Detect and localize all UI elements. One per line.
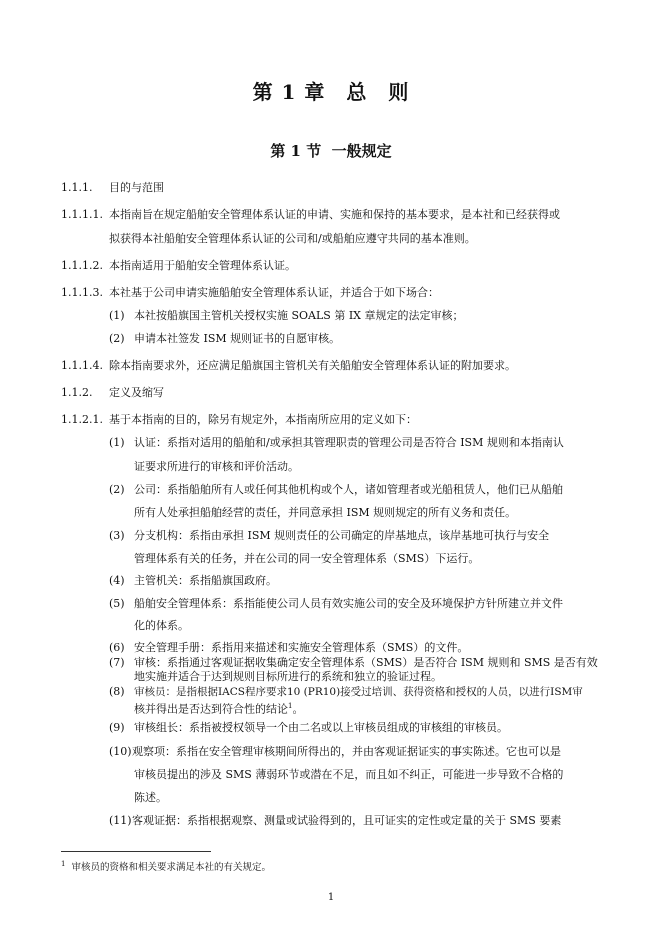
- clause-number: 1.1.2.1.: [61, 413, 103, 426]
- clause-number: 1.1.1.3.: [61, 286, 103, 299]
- definition-text: 分支机构：系指由承担 ISM 规则责任的公司确定的岸基地点，该岸基地可执行与安全: [134, 529, 550, 542]
- definition-tail: 。: [292, 702, 304, 716]
- page-number: 1: [327, 892, 335, 903]
- definition-text: 公司：系指船舶所有人或任何其他机构或个人，诸如管理者或光船租赁人，他们已从船舶: [134, 483, 563, 496]
- clause-text: 本指南旨在规定船舶安全管理体系认证的申请、实施和保持的基本要求，是本社和已经获得或: [109, 208, 560, 221]
- clause-text: 基于本指南的目的，除另有规定外，本指南所应用的定义如下：: [109, 413, 417, 426]
- definition-text: 地实施并适合于达到规则目标所进行的系统和独立的验证过程。: [134, 670, 442, 683]
- definition-text: 核并得出是否达到符合性的结论: [134, 702, 288, 716]
- list-text: 申请本社签发 ISM 规则证书的自愿审核。: [134, 332, 341, 345]
- list-label: (1): [109, 436, 125, 449]
- clause-text: 本指南适用于船舶安全管理体系认证。: [109, 259, 296, 272]
- list-label: (6): [109, 641, 125, 654]
- list-label: (7): [109, 656, 125, 669]
- definition-text: 化的体系。: [134, 619, 189, 632]
- clause-number: 1.1.1.4.: [61, 359, 103, 372]
- clause-number: 1.1.1.2.: [61, 259, 103, 272]
- clause-number: 1.1.2.: [61, 386, 93, 399]
- list-label: (1): [109, 309, 125, 322]
- definition-text: 所有人处承担船舶经营的责任，并同意承担 ISM 规则规定的所有义务和责任。: [134, 506, 517, 519]
- definition-text: 安全管理手册：系指用来描述和实施安全管理体系（SMS）的文件。: [134, 641, 469, 654]
- definition-text: 审核：系指通过客观证据收集确定安全管理体系（SMS）是否符合 ISM 规则和 SMS 是否有效: [134, 656, 598, 669]
- footnote-marker: 1: [288, 702, 293, 710]
- definition-text: 审核组长：系指被授权领导一个由二名或以上审核员组成的审核组的审核员。: [134, 721, 508, 734]
- definition-text: 主管机关：系指船旗国政府。: [134, 574, 277, 587]
- list-label: (9): [109, 721, 125, 734]
- definition-text: 审核员：是指根据IACS程序要求10 (PR10)接受过培训、获得资格和授权的人员，以进行ISM审: [134, 686, 583, 698]
- list-label: (2): [109, 332, 125, 345]
- clause-text: 目的与范围: [109, 181, 164, 194]
- list-label: (4): [109, 574, 125, 587]
- section-title: 第 1 节 一般规定: [270, 142, 392, 160]
- clause-number: 1.1.1.1.: [61, 208, 103, 221]
- list-label: (11): [109, 814, 132, 827]
- clause-number: 1.1.1.: [61, 181, 93, 194]
- clause-text: 本社基于公司申请实施船舶安全管理体系认证，并适合于如下场合：: [109, 286, 439, 299]
- definition-text: 客观证据：系指根据观察、测量或试验得到的，且可证实的定性或定量的关于 SMS 要素: [132, 814, 562, 827]
- definition-text: 管理体系有关的任务，并在公司的同一安全管理体系（SMS）下运行。: [134, 552, 480, 565]
- clause-text: 除本指南要求外，还应满足船旗国主管机关有关船舶安全管理体系认证的附加要求。: [109, 359, 516, 372]
- footnote: [61, 858, 271, 874]
- list-label: (2): [109, 483, 125, 496]
- clause-text: 拟获得本社船舶安全管理体系认证的公司和/或船舶应遵守共同的基本准则。: [109, 232, 476, 245]
- definition-text: 观察项：系指在安全管理审核期间所得出的，并由客观证据证实的事实陈述。它也可以是: [132, 745, 561, 758]
- definition-text: 审核员提出的涉及 SMS 薄弱环节或潜在不足，而且如不纠正，可能进一步导致不合格的: [134, 768, 564, 781]
- definition-text: 船舶安全管理体系：系指能使公司人员有效实施公司的安全及环境保护方针所建立并文件: [134, 597, 563, 610]
- definition-text: 陈述。: [134, 791, 167, 804]
- footnote-text: 审核员的资格和相关要求满足本社的有关规定。: [71, 862, 272, 874]
- list-label: (3): [109, 529, 125, 542]
- definition-text-with-footnote: [134, 699, 303, 717]
- list-label: (8): [109, 685, 125, 698]
- definition-text: 证要求所进行的审核和评价活动。: [134, 460, 299, 473]
- list-label: (10): [109, 745, 132, 758]
- chapter-title: 第 1 章 总 则: [252, 80, 410, 104]
- list-text: 本社按船旗国主管机关授权实施 SOALS 第 IX 章规定的法定审核；: [134, 309, 464, 322]
- list-label: (5): [109, 597, 125, 610]
- footnote-marker: 1: [61, 860, 66, 868]
- clause-text: 定义及缩写: [109, 386, 164, 399]
- definition-text: 认证：系指对适用的船舶和/或承担其管理职责的管理公司是否符合 ISM 规则和本指南认: [134, 436, 564, 449]
- footnote-divider: [61, 851, 211, 852]
